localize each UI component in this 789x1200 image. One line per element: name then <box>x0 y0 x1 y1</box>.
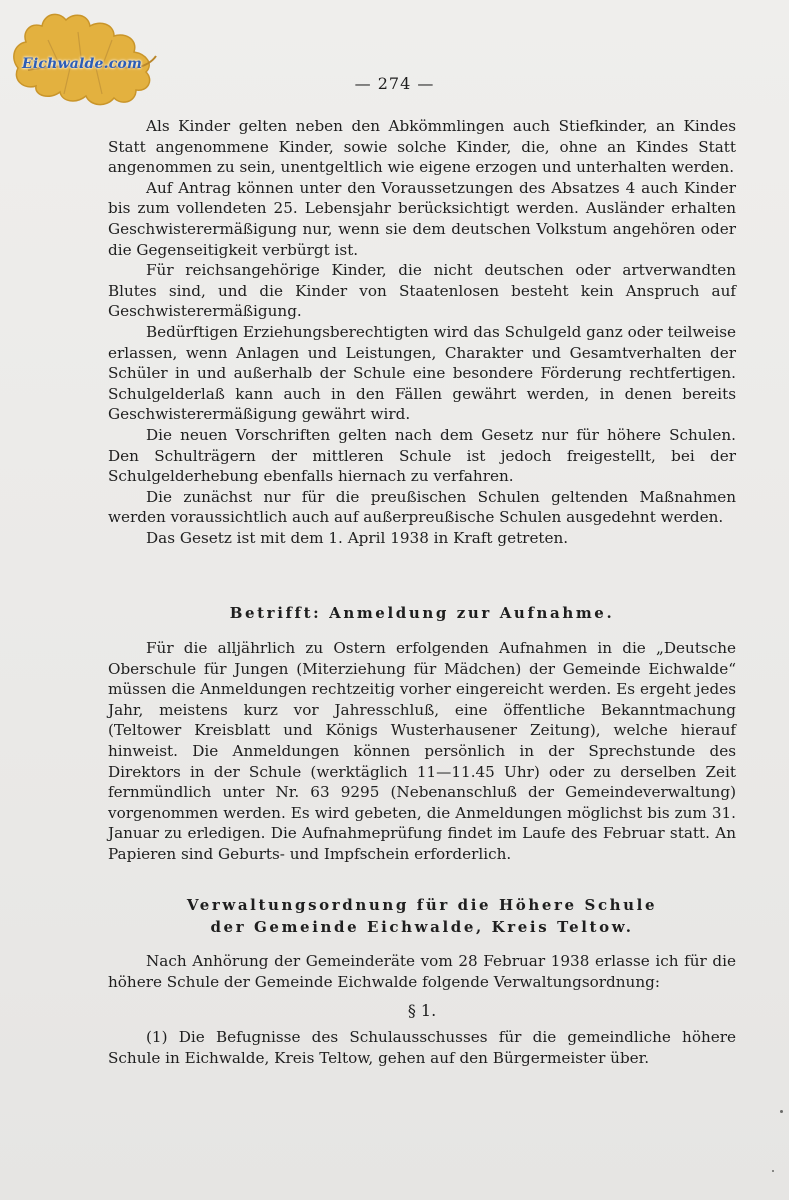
section-1-label: § 1. <box>407 1001 437 1020</box>
paper-speck <box>772 1170 774 1172</box>
page-number: — 274 — <box>354 74 435 93</box>
paragraph-neue-vorschriften: Die neuen Vorschriften gelten nach dem Gesetz nur für höhere Schulen. Den Schulträgern der mittleren Schule ist jedoch freigestellt, bei der Schulgelderhebung ebenfalls hiernach zu verfahren. <box>108 425 736 486</box>
paragraph-verwaltung: Nach Anhörung der Gemeinderäte vom 28 Februar 1938 erlasse ich für die höhere Schule der Gemeinde Eichwalde folgende Verwaltungsordnung: <box>108 952 736 991</box>
section-1-block <box>108 1027 736 1068</box>
paragraph-massnahmen: Die zunächst nur für die preußischen Schulen geltenden Maßnahmen werden voraussichtlich auch auf außerpreußische Schulen ausgedehnt werden. <box>108 487 736 527</box>
paragraph-reichsangehoerige: Für reichsangehörige Kinder, die nicht deutschen oder artverwandten Blutes sind, und die Kinder von Staatenlosen besteht kein Anspruch auf Geschwisterermäßigung. <box>108 261 736 321</box>
paragraph-stiefkinder: Als Kinder gelten neben den Abkömmlingen auch Stiefkinder, an Kindes Statt angenommene Kinder, sowie solche Kinder, die, ohne an Kindes Statt angenommen zu sein, unentgeltlich wie eigene erzogen und unterhalten werden. <box>108 117 736 177</box>
verwaltung-block <box>108 951 736 992</box>
paragraph-beduerftige: Bedürftigen Erziehungsberechtigten wird das Schulgeld ganz oder teilweise erlassen, wenn Anlagen und Leistungen, Charakter und Gesamtverhalten der Schüler in und außerhalb der Schule eine besondere Förderung rechtfertigen. Schulgelderlaß kann auch in den Fällen gewährt werden, in denen bereits Geschwisterermäßigung gewährt wird. <box>108 322 736 424</box>
heading-anmeldung: Betrifft: Anmeldung zur Aufnahme. <box>229 604 615 622</box>
paragraph-inkrafttreten: Das Gesetz ist mit dem 1. April 1938 in Kraft getreten. <box>146 528 569 547</box>
logo-text: Eichwalde.com <box>22 56 142 72</box>
paper-speck <box>780 1110 783 1113</box>
paragraph-anmeldung: Für die alljährlich zu Ostern erfolgenden Aufnahmen in die „Deutsche Oberschule für Jungen (Miterziehung für Mädchen) der Gemeinde Eichwalde“ müssen die Anmeldungen rechtzeitig vorher eingereicht werden. Es ergeht jedes Jahr, meistens kurz vor Jahresschluß, eine öffentliche Bekanntmachung (Teltower Kreisblatt und Königs Wusterhausener Zeitung), welche hierauf hinweist. Die Anmeldungen können persönlich in der Sprechstunde des Direktors in der Schule (werktäglich 11—11.45 Uhr) oder zu derselben Zeit fernmündlich unter Nr. 63 9295 (Nebenanschluß der Gemeindeverwaltung) vorgenommen werden. Es wird gebeten, die Anmeldungen möglichst bis zum 31. Januar zu erledigen. Die Aufnahmeprüfung findet im Laufe des Februar statt. An Papieren sind Geburts- und Impfschein erforderlich. <box>108 639 736 863</box>
top-paragraph-block <box>108 116 736 548</box>
heading-verwaltungsordnung-line2: der Gemeinde Eichwalde, Kreis Teltow. <box>210 918 634 936</box>
anmeldung-block <box>108 638 736 865</box>
paragraph-section-1: (1) Die Befugnisse des Schulausschusses für die gemeindliche höhere Schule in Eichwalde, Kreis Teltow, gehen auf den Bürgermeister über. <box>108 1028 736 1067</box>
heading-verwaltungsordnung-line1: Verwaltungsordnung für die Höhere Schule <box>186 896 658 914</box>
oak-leaf-logo[interactable] <box>4 6 160 112</box>
paragraph-antrag: Auf Antrag können unter den Voraussetzungen des Absatzes 4 auch Kinder bis zum vollendeten 25. Lebensjahr berücksichtigt werden. Ausländer erhalten Geschwisterermäßigung nur, wenn sie dem deutschen Volkstum angehören oder die Gegenseitigkeit verbürgt ist. <box>108 178 736 259</box>
